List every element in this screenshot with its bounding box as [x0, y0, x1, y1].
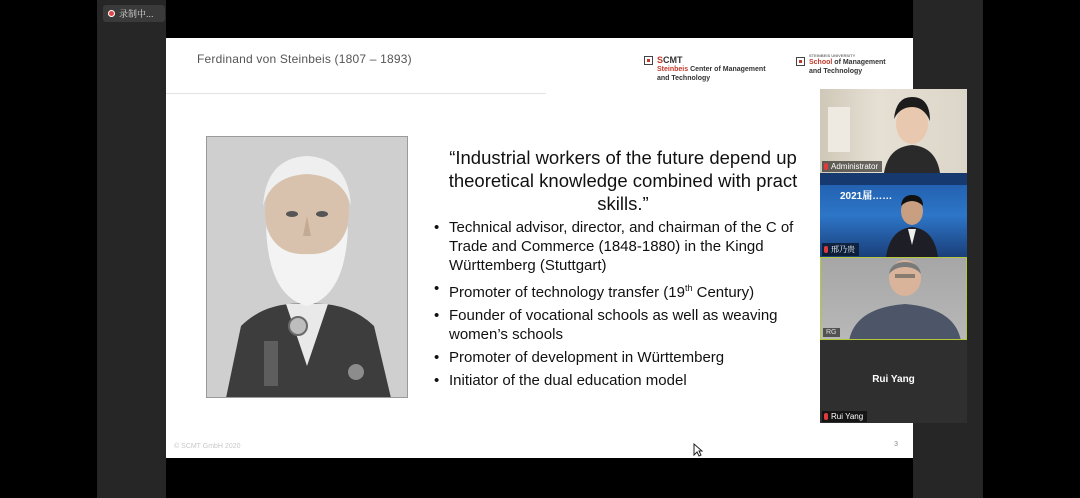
- bullet-item: • Initiator of the dual education model: [434, 371, 834, 390]
- recording-indicator[interactable]: [103, 5, 165, 22]
- bullet-item: • Technical advisor, director, and chairman of the C of Trade and Commerce (1848-1880) in the Kingd Württemberg (Stuttgart): [434, 218, 834, 275]
- steinbeis-portrait: [206, 136, 408, 398]
- copyright-footer: © SCMT GmbH 2020: [174, 443, 241, 450]
- slide-bullet-list: [434, 218, 834, 394]
- participant-name-tag: Rui Yang: [822, 411, 867, 422]
- mic-muted-icon: [824, 163, 828, 170]
- record-icon: [108, 10, 115, 17]
- header-divider: [166, 93, 546, 94]
- scmt-logo-icon: [644, 56, 653, 65]
- shared-slide: [166, 38, 913, 458]
- left-letterbox: [97, 0, 166, 498]
- participant-video-2[interactable]: [820, 173, 967, 257]
- smt-logo-icon: [796, 57, 805, 66]
- bullet-item: • Promoter of technology transfer (19th Century): [434, 279, 834, 302]
- conference-banner-text: 2021届……: [840, 191, 893, 202]
- slide-quote: “Industrial workers of the future depend up theoretical knowledge combined with pract skills.”: [448, 147, 798, 214]
- mic-muted-icon: [824, 413, 828, 420]
- bullet-item: • Founder of vocational schools as well as weaving women’s schools: [434, 306, 834, 344]
- participant-name-tag: Administrator: [822, 161, 882, 172]
- participant-video-active-speaker[interactable]: [820, 257, 967, 340]
- bullet-item: • Promoter of development in Württemberg: [434, 348, 834, 367]
- scmt-logo: SCMT Steinbeis Center of Management and Technology: [644, 56, 766, 83]
- participant-initials-tag: RG: [823, 328, 840, 337]
- smt-logo: STEINBEIS UNIVERSITY School of Management and Technology: [796, 53, 886, 76]
- participant-3-video-icon: [821, 258, 967, 340]
- recording-label: 录制中...: [119, 9, 154, 19]
- mic-muted-icon: [824, 246, 828, 253]
- page-number: 3: [894, 441, 898, 448]
- slide-title: Ferdinand von Steinbeis (1807 – 1893): [197, 52, 412, 66]
- participant-video-administrator[interactable]: [820, 89, 967, 173]
- participant-video-rui-yang[interactable]: [820, 340, 967, 423]
- participant-name-tag: 邢乃贵: [822, 243, 859, 256]
- participant-display-name: Rui Yang: [872, 374, 915, 385]
- mouse-cursor-icon: [693, 443, 703, 457]
